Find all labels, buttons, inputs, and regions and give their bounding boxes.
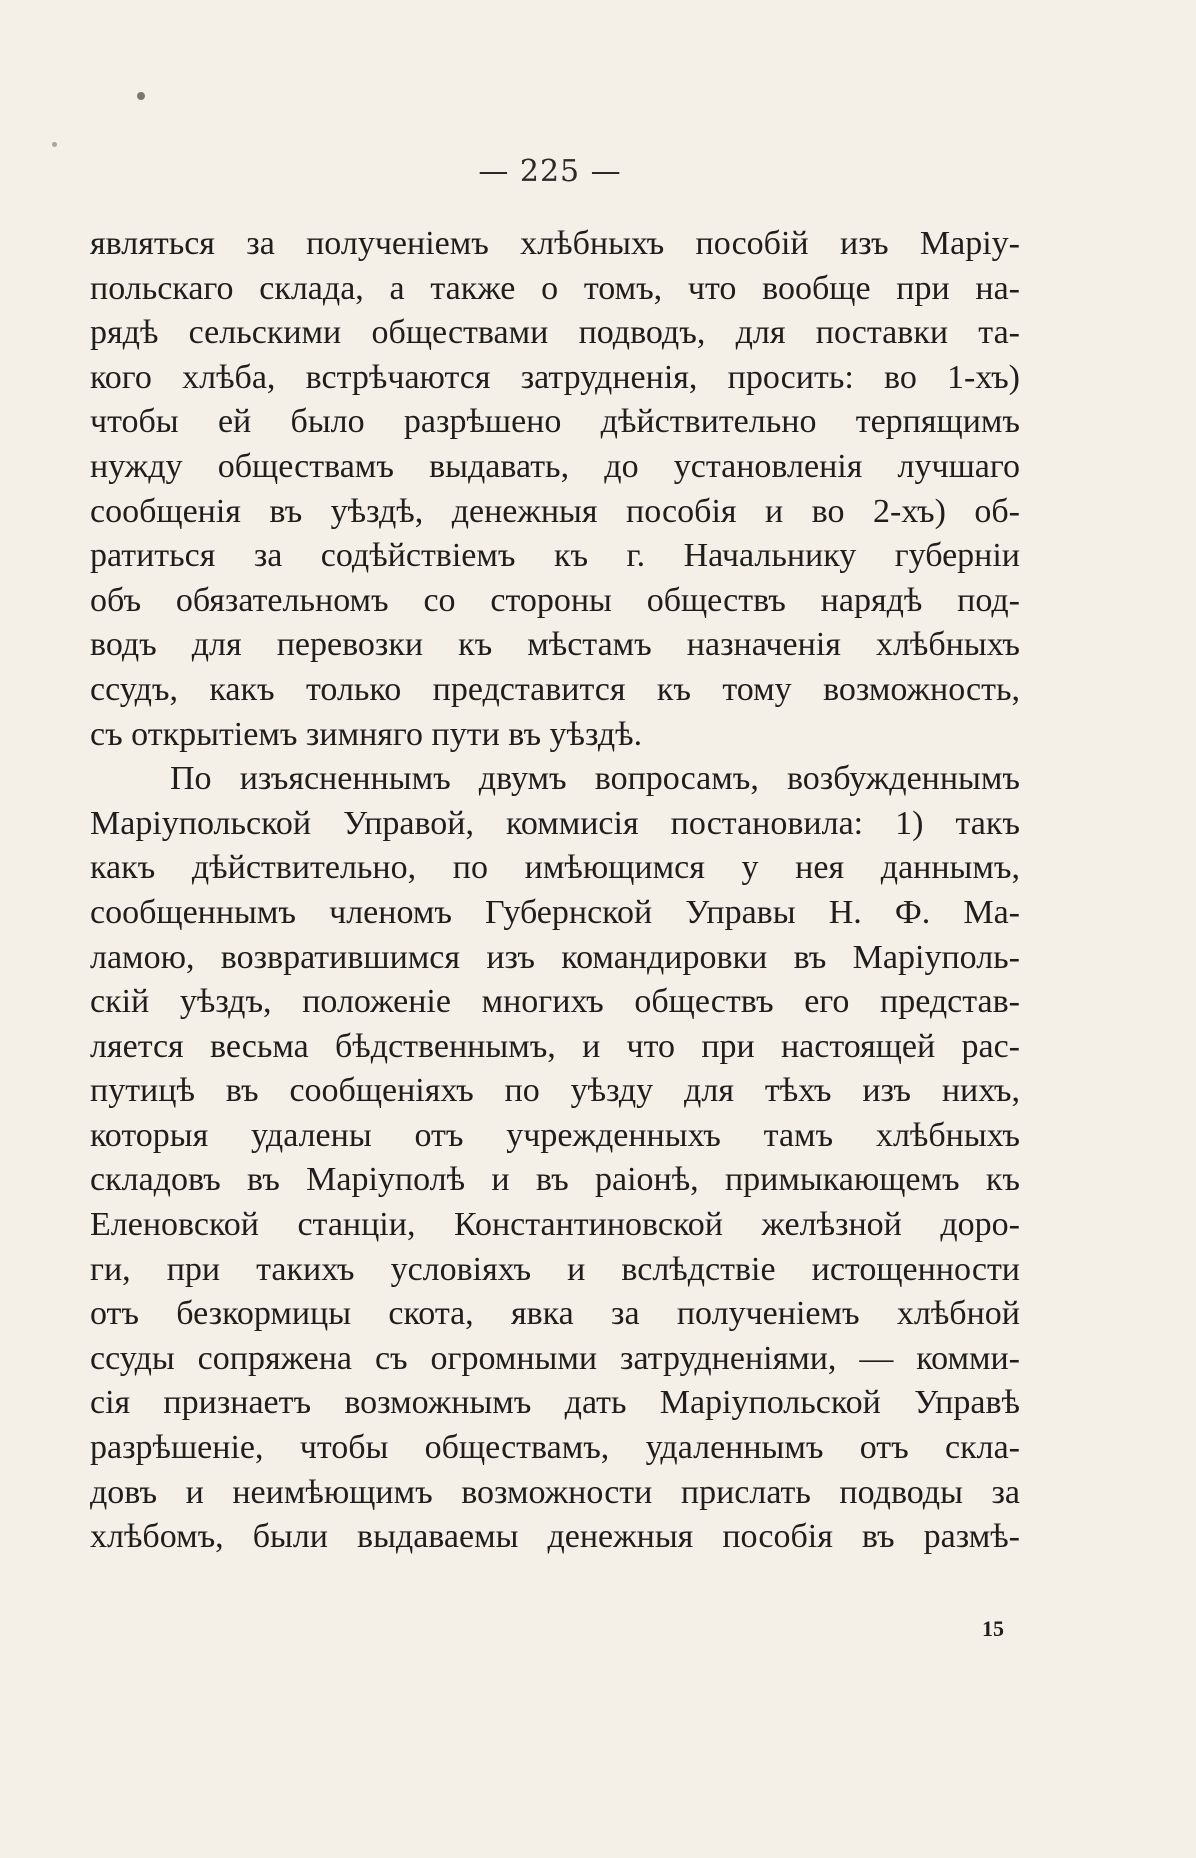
text-line: разрѣшеніе, чтобы обществамъ, удаленнымъ отъ скла-: [90, 1429, 1020, 1467]
text-line: съ открытіемъ зимняго пути въ уѣздѣ.: [90, 715, 643, 753]
text-line: какъ дѣйствительно, по имѣющимся у нея даннымъ,: [90, 849, 1020, 887]
text-line: По изъясненнымъ двумъ вопросамъ, возбужденнымъ: [170, 760, 1020, 798]
text-line: скій уѣздъ, положеніе многихъ обществъ его представ-: [90, 983, 1020, 1021]
text-line: хлѣбомъ, были выдаваемы денежныя пособія въ размѣ-: [90, 1518, 1020, 1556]
text-line: ратиться за содѣйствіемъ къ г. Начальнику губерніи: [90, 537, 1020, 575]
text-line: польскаго склада, а также о томъ, что вообще при на-: [90, 269, 1020, 307]
text-line: кого хлѣба, встрѣчаются затрудненія, просить: во 1-хъ): [90, 358, 1020, 396]
text-line: складовъ въ Маріуполѣ и въ раіонѣ, примыкающемъ къ: [90, 1161, 1020, 1199]
text-line: водъ для перевозки къ мѣстамъ назначенія хлѣбныхъ: [90, 626, 1020, 664]
text-line: являться за полученіемъ хлѣбныхъ пособій изъ Маріу-: [90, 225, 1020, 262]
text-line: ссуды сопряжена съ огромными затрудненіями, — комми-: [90, 1339, 1020, 1377]
text-line: нужду обществамъ выдавать, до установленія лучшаго: [90, 447, 1020, 485]
text-line: которыя удалены отъ учрежденныхъ тамъ хлѣбныхъ: [90, 1116, 1020, 1154]
text-line: сія признаетъ возможнымъ дать Маріупольской Управѣ: [90, 1384, 1020, 1422]
page-number: — 225 —: [478, 154, 622, 189]
text-line: объ обязательномъ со стороны обществъ нарядѣ под-: [90, 581, 1020, 619]
text-line: ссудъ, какъ только представится къ тому возможность,: [90, 670, 1020, 708]
text-line: сообщеннымъ членомъ Губернской Управы Н. Ф. Ма-: [90, 893, 1020, 931]
text-line: довъ и неимѣющимъ возможности прислать подводы за: [90, 1473, 1020, 1511]
text-line: сообщенія въ уѣздѣ, денежныя пособія и во 2-хъ) об-: [90, 492, 1020, 530]
text-line: ляется весьма бѣдственнымъ, и что при настоящей рас-: [90, 1027, 1020, 1065]
signature-mark: 15: [982, 1616, 1004, 1641]
text-line: рядѣ сельскими обществами подводъ, для поставки та-: [90, 314, 1020, 352]
text-line: путицѣ въ сообщеніяхъ по уѣзду для тѣхъ изъ нихъ,: [90, 1072, 1020, 1110]
text-line: отъ безкормицы скота, явка за полученіемъ хлѣбной: [90, 1295, 1020, 1333]
body-text: [90, 222, 1020, 1560]
text-line: Маріупольской Управой, коммисія постановила: 1) такъ: [90, 804, 1020, 842]
ink-speck: [137, 92, 145, 100]
text-line: ламою, возвратившимся изъ командировки въ Маріуполь-: [90, 938, 1020, 976]
text-line: ги, при такихъ условіяхъ и вслѣдствіе истощенности: [90, 1250, 1020, 1288]
ink-speck: [52, 142, 57, 147]
text-line: чтобы ей было разрѣшено дѣйствительно терпящимъ: [90, 403, 1020, 441]
text-line: Еленовской станціи, Константиновской желѣзной доро-: [90, 1206, 1020, 1244]
